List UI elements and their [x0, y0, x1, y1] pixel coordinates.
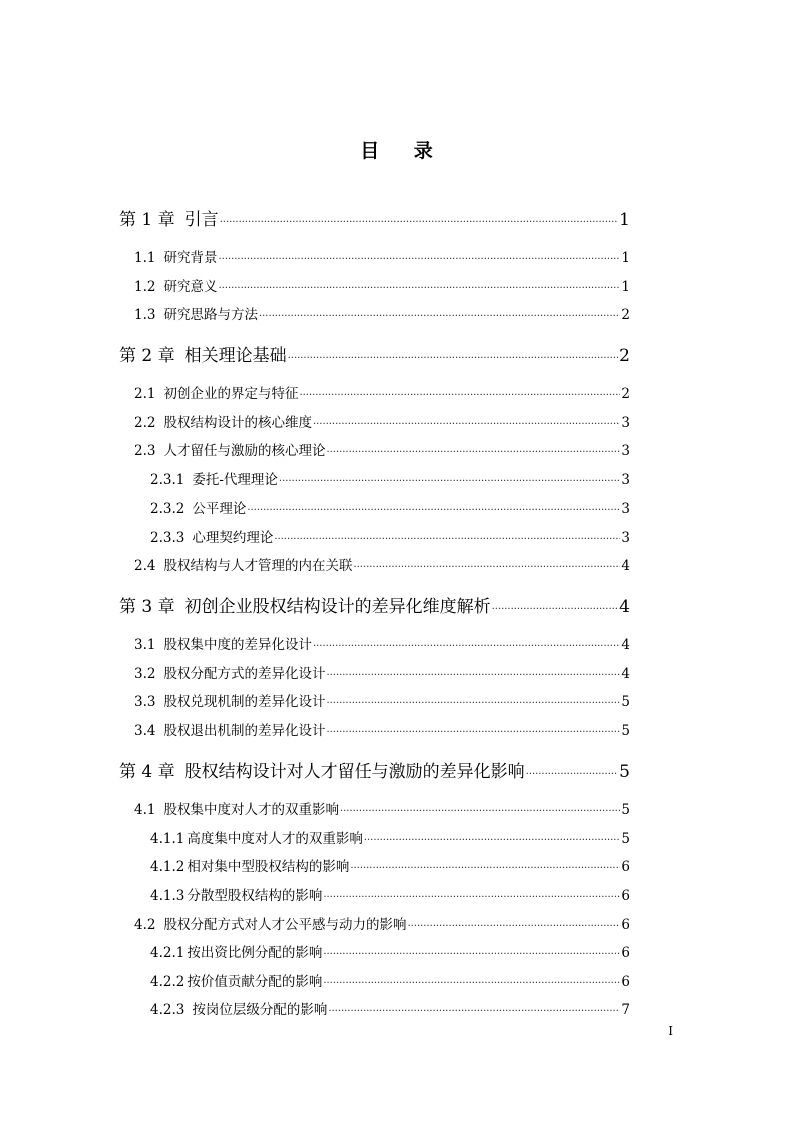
toc-entry-title: 研究意义	[163, 279, 218, 295]
toc-entry-title: 分散型股权结构的影响	[187, 888, 323, 904]
toc-entry-number: 1.1	[134, 250, 156, 266]
toc-entry-page: 1	[619, 210, 630, 230]
toc-entry-number: 第 2 章	[119, 346, 175, 366]
toc-entry-number: 4.2.2	[150, 974, 185, 990]
toc-entry[interactable]	[134, 798, 630, 818]
toc-entry-title: 按价值贡献分配的影响	[187, 974, 323, 990]
toc-entry-number: 2.3.3	[150, 530, 185, 546]
toc-entry[interactable]	[119, 341, 630, 366]
toc-entry-number: 3.1	[134, 637, 156, 653]
dot-leader	[299, 385, 620, 399]
toc-entry-number: 3.3	[134, 694, 156, 710]
toc-entry[interactable]	[119, 205, 630, 230]
toc-entry-number: 2.3	[134, 443, 156, 459]
toc-entry-number: 第 1 章	[119, 210, 175, 230]
dot-leader	[259, 306, 620, 320]
toc-entry-page: 4	[621, 558, 630, 574]
dot-leader	[323, 973, 620, 987]
toc-entry[interactable]	[134, 662, 630, 682]
toc-entry-page: 3	[621, 501, 630, 517]
dot-leader	[313, 414, 620, 428]
toc-entry[interactable]	[150, 526, 630, 546]
toc-entry[interactable]	[134, 246, 630, 266]
toc-entry-title: 相关理论基础	[184, 346, 287, 366]
dot-leader	[218, 278, 620, 292]
toc-entry-page: 4	[619, 597, 630, 617]
toc-entry-title: 高度集中度对人才的双重影响	[187, 831, 363, 847]
toc-entry-page: 5	[621, 723, 630, 739]
dot-leader	[526, 760, 619, 777]
dot-leader	[288, 344, 619, 361]
toc-entry-number: 2.2	[134, 415, 156, 431]
toc-entry-title: 股权分配方式对人才公平感与动力的影响	[163, 917, 407, 933]
dot-leader	[326, 722, 620, 736]
toc-entry-page: 6	[621, 945, 630, 961]
toc-entry-title: 公平理论	[192, 501, 247, 517]
toc-entry-title: 相对集中型股权结构的影响	[187, 859, 350, 875]
toc-entry[interactable]	[150, 497, 630, 517]
toc-entry[interactable]	[134, 303, 630, 323]
toc-entry-page: 2	[619, 346, 630, 366]
toc-entry[interactable]	[134, 690, 630, 710]
toc-entry-title: 引言	[184, 210, 219, 230]
toc-entry[interactable]	[150, 827, 630, 847]
toc-entry[interactable]	[150, 468, 630, 488]
toc-entry-title: 心理契约理论	[192, 530, 274, 546]
toc-entry-title: 股权集中度对人才的双重影响	[163, 802, 339, 818]
toc-entry-title: 委托-代理理论	[192, 472, 278, 488]
toc-entry-number: 4.1.3	[150, 888, 185, 904]
toc-entry-page: 1	[621, 250, 630, 266]
toc-entry-title: 初创企业的界定与特征	[163, 386, 299, 402]
toc-entry-page: 1	[621, 279, 630, 295]
dot-leader	[350, 858, 620, 872]
dot-leader	[323, 887, 620, 901]
dot-leader	[364, 830, 621, 844]
toc-entry-title: 股权分配方式的差异化设计	[163, 666, 326, 682]
toc-entry-page: 3	[621, 472, 630, 488]
toc-entry-title: 股权退出机制的差异化设计	[163, 723, 326, 739]
toc-entry-page: 6	[621, 974, 630, 990]
toc-entry-title: 人才留任与激励的核心理论	[163, 443, 326, 459]
dot-leader	[247, 500, 620, 514]
toc-entry[interactable]	[150, 941, 630, 961]
toc-entry-page: 6	[621, 917, 630, 933]
toc-entry-number: 3.2	[134, 666, 156, 682]
dot-leader	[323, 944, 620, 958]
dot-leader	[328, 1001, 620, 1015]
dot-leader	[407, 916, 620, 930]
toc-entry-title: 股权兑现机制的差异化设计	[163, 694, 326, 710]
dot-leader	[218, 249, 620, 263]
toc-entry[interactable]	[134, 382, 630, 402]
toc-entry-number: 第 4 章	[119, 762, 175, 782]
toc-entry[interactable]	[150, 970, 630, 990]
toc-entry-page: 5	[621, 831, 630, 847]
footer-page-number: I	[668, 1024, 673, 1038]
toc-entry-number: 2.3.2	[150, 501, 185, 517]
toc-entry-page: 3	[621, 415, 630, 431]
dot-leader	[274, 529, 620, 543]
toc-entry-page: 4	[621, 666, 630, 682]
toc-entry-number: 4.2	[134, 917, 156, 933]
toc-entry[interactable]	[150, 998, 630, 1018]
toc-entry-number: 4.1.1	[150, 831, 185, 847]
toc-entry-title: 股权结构设计的核心维度	[163, 415, 312, 431]
toc-entry[interactable]	[150, 884, 630, 904]
toc-entry-number: 1.3	[134, 307, 156, 323]
dot-leader	[340, 801, 620, 815]
toc-entry-page: 2	[621, 386, 630, 402]
toc-entry-page: 4	[621, 637, 630, 653]
toc-entry-number: 4.1.2	[150, 859, 185, 875]
toc-entry-title: 研究思路与方法	[163, 307, 258, 323]
dot-leader	[220, 208, 619, 225]
toc-entry-title: 股权结构设计对人才留任与激励的差异化影响	[184, 762, 525, 782]
dot-leader	[353, 557, 620, 571]
toc-entry[interactable]	[119, 592, 630, 617]
toc-entry-page: 5	[621, 694, 630, 710]
dot-leader	[326, 693, 620, 707]
toc-entry-number: 4.2.3	[150, 1002, 185, 1018]
toc-entry[interactable]	[134, 719, 630, 739]
toc-entry-number: 第 3 章	[119, 597, 175, 617]
toc-entry[interactable]	[150, 855, 630, 875]
toc-entry[interactable]	[134, 633, 630, 653]
toc-entry-number: 4.1	[134, 802, 156, 818]
toc-entry-page: 3	[621, 443, 630, 459]
toc-entry[interactable]	[134, 439, 630, 459]
toc-entry-number: 4.2.1	[150, 945, 185, 961]
toc-entry-page: 5	[621, 802, 630, 818]
toc-entry-title: 初创企业股权结构设计的差异化维度解析	[184, 597, 491, 617]
toc-entry-number: 1.2	[134, 279, 156, 295]
toc-entry-page: 2	[621, 307, 630, 323]
toc-entry-title: 股权结构与人才管理的内在关联	[163, 558, 353, 574]
page-title: 目 录	[360, 140, 447, 162]
dot-leader	[326, 442, 620, 456]
dot-leader	[313, 636, 620, 650]
toc-entry[interactable]	[134, 275, 630, 295]
toc-entry-page: 6	[621, 888, 630, 904]
dot-leader	[326, 665, 620, 679]
toc-entry-title: 按岗位层级分配的影响	[192, 1002, 328, 1018]
toc-entry-page: 5	[619, 762, 630, 782]
toc-entry-title: 股权集中度的差异化设计	[163, 637, 312, 653]
toc-entry-page: 7	[621, 1002, 630, 1018]
toc-entry[interactable]	[134, 411, 630, 431]
toc-entry[interactable]	[134, 554, 630, 574]
toc-entry-title: 研究背景	[163, 250, 218, 266]
toc-entry[interactable]	[134, 913, 630, 933]
toc-entry-number: 2.1	[134, 386, 156, 402]
toc-entry-number: 3.4	[134, 723, 156, 739]
toc-entry[interactable]	[119, 757, 630, 782]
dot-leader	[492, 595, 619, 612]
toc-entry-title: 按出资比例分配的影响	[187, 945, 323, 961]
toc-entry-number: 2.3.1	[150, 472, 185, 488]
dot-leader	[279, 471, 620, 485]
toc-entry-page: 3	[621, 530, 630, 546]
toc-entry-page: 6	[621, 859, 630, 875]
toc-entry-number: 2.4	[134, 558, 156, 574]
